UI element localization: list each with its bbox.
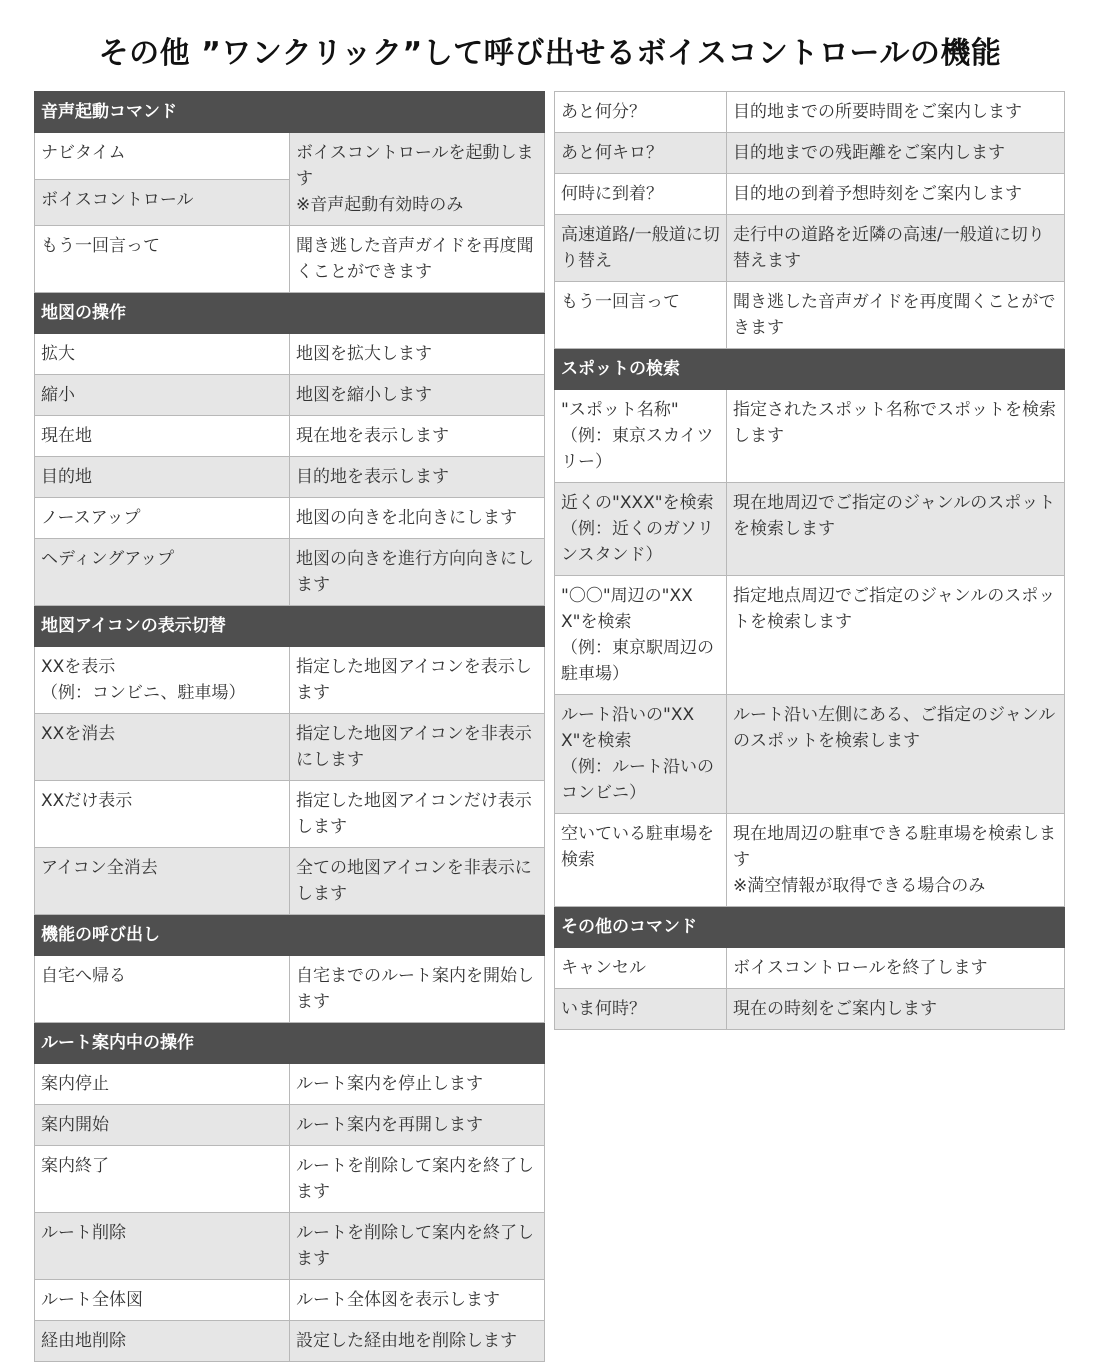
table-row xyxy=(555,390,1065,483)
table-row xyxy=(35,1105,545,1146)
command-cell: 空いている駐車場を検索 xyxy=(555,814,727,907)
table-row xyxy=(35,457,545,498)
table-row xyxy=(35,1213,545,1280)
command-cell: 現在地 xyxy=(35,416,290,457)
table-row xyxy=(35,1064,545,1105)
command-cell: ナビタイム xyxy=(35,133,290,180)
description-cell: 現在地周辺の駐車できる駐車場を検索します ※満空情報が取得できる場合のみ xyxy=(727,814,1065,907)
table-row xyxy=(35,781,545,848)
description-cell: 目的地を表示します xyxy=(290,457,545,498)
description-cell: 地図を縮小します xyxy=(290,375,545,416)
command-cell: 高速道路/一般道に切り替え xyxy=(555,215,727,282)
command-cell: キャンセル xyxy=(555,948,727,989)
command-cell: XXだけ表示 xyxy=(35,781,290,848)
description-cell: 目的地の到着予想時刻をご案内します xyxy=(727,174,1065,215)
description-cell: ルートを削除して案内を終了します xyxy=(290,1213,545,1280)
description-cell: 地図の向きを北向きにします xyxy=(290,498,545,539)
description-cell: 地図を拡大します xyxy=(290,334,545,375)
table-row xyxy=(35,1146,545,1213)
command-cell: 案内終了 xyxy=(35,1146,290,1213)
description-cell: 全ての地図アイコンを非表示にします xyxy=(290,848,545,915)
command-cell: ノースアップ xyxy=(35,498,290,539)
table-row xyxy=(35,647,545,714)
section-header xyxy=(35,92,545,133)
command-cell: 案内開始 xyxy=(35,1105,290,1146)
description-cell: 指定した地図アイコンを非表示にします xyxy=(290,714,545,781)
section-title: スポットの検索 xyxy=(555,349,1065,390)
table-row xyxy=(35,375,545,416)
command-cell: もう一回言って xyxy=(555,282,727,349)
description-cell: ルート案内を停止します xyxy=(290,1064,545,1105)
description-cell: 現在の時刻をご案内します xyxy=(727,989,1065,1030)
left-command-table xyxy=(34,91,545,1362)
table-row xyxy=(35,334,545,375)
section-title: ルート案内中の操作 xyxy=(35,1023,545,1064)
command-cell: アイコン全消去 xyxy=(35,848,290,915)
table-row xyxy=(555,92,1065,133)
table-row xyxy=(35,539,545,606)
command-cell: 自宅へ帰る xyxy=(35,956,290,1023)
command-cell: "〇〇"周辺の"XXX"を検索 （例：東京駅周辺の駐車場） xyxy=(555,576,727,695)
command-cell: 何時に到着？ xyxy=(555,174,727,215)
table-row xyxy=(555,948,1065,989)
description-cell: 現在地周辺でご指定のジャンルのスポットを検索します xyxy=(727,483,1065,576)
description-cell: ルートを削除して案内を終了します xyxy=(290,1146,545,1213)
command-cell: ルート全体図 xyxy=(35,1280,290,1321)
table-row xyxy=(555,133,1065,174)
description-cell: 指定した地図アイコンだけ表示します xyxy=(290,781,545,848)
description-cell: 指定されたスポット名称でスポットを検索します xyxy=(727,390,1065,483)
description-cell: 設定した経由地を削除します xyxy=(290,1321,545,1362)
command-cell: もう一回言って xyxy=(35,226,290,293)
command-cell: ルート沿いの"XXX"を検索 （例：ルート沿いのコンビニ） xyxy=(555,695,727,814)
command-cell: ボイスコントロール xyxy=(35,179,290,226)
section-title: 地図アイコンの表示切替 xyxy=(35,606,545,647)
command-cell: いま何時？ xyxy=(555,989,727,1030)
command-cell: ルート削除 xyxy=(35,1213,290,1280)
command-cell: XXを表示 （例：コンビニ、駐車場） xyxy=(35,647,290,714)
table-row xyxy=(35,714,545,781)
section-title: 地図の操作 xyxy=(35,293,545,334)
description-cell: ボイスコントロールを起動します ※音声起動有効時のみ xyxy=(290,133,545,226)
command-cell: ヘディングアップ xyxy=(35,539,290,606)
description-cell: 現在地を表示します xyxy=(290,416,545,457)
command-cell: あと何キロ？ xyxy=(555,133,727,174)
table-row xyxy=(555,814,1065,907)
command-cell: 近くの"XXX"を検索 （例：近くのガソリンスタンド） xyxy=(555,483,727,576)
table-row xyxy=(35,1280,545,1321)
table-row xyxy=(35,133,545,180)
command-cell: XXを消去 xyxy=(35,714,290,781)
description-cell: 聞き逃した音声ガイドを再度聞くことができます xyxy=(727,282,1065,349)
section-header xyxy=(555,907,1065,948)
command-cell: "スポット名称" （例：東京スカイツリー） xyxy=(555,390,727,483)
table-row xyxy=(555,989,1065,1030)
command-cell: 案内停止 xyxy=(35,1064,290,1105)
table-row xyxy=(35,498,545,539)
command-cell: 目的地 xyxy=(35,457,290,498)
description-cell: ルート沿い左側にある、ご指定のジャンルのスポットを検索します xyxy=(727,695,1065,814)
command-cell: 縮小 xyxy=(35,375,290,416)
section-header xyxy=(35,1023,545,1064)
page-title: その他 ”ワンクリック”して呼び出せるボイスコントロールの機能 xyxy=(98,36,1002,71)
description-cell: ルート全体図を表示します xyxy=(290,1280,545,1321)
description-cell: 地図の向きを進行方向向きにします xyxy=(290,539,545,606)
section-header xyxy=(555,349,1065,390)
table-row xyxy=(555,215,1065,282)
table-row xyxy=(35,226,545,293)
section-title: その他のコマンド xyxy=(555,907,1065,948)
description-cell: 走行中の道路を近隣の高速/一般道に切り替えます xyxy=(727,215,1065,282)
table-row xyxy=(35,956,545,1023)
description-cell: ボイスコントロールを終了します xyxy=(727,948,1065,989)
table-row xyxy=(35,848,545,915)
section-title: 音声起動コマンド xyxy=(35,92,545,133)
description-cell: 目的地までの残距離をご案内します xyxy=(727,133,1065,174)
description-cell: 指定した地図アイコンを表示します xyxy=(290,647,545,714)
description-cell: 聞き逃した音声ガイドを再度聞くことができます xyxy=(290,226,545,293)
description-cell: 指定地点周辺でご指定のジャンルのスポットを検索します xyxy=(727,576,1065,695)
description-cell: 自宅までのルート案内を開始します xyxy=(290,956,545,1023)
table-row xyxy=(555,282,1065,349)
table-row xyxy=(555,174,1065,215)
section-header xyxy=(35,606,545,647)
table-row xyxy=(35,416,545,457)
right-command-table xyxy=(554,91,1065,1030)
table-row xyxy=(555,695,1065,814)
section-title: 機能の呼び出し xyxy=(35,915,545,956)
command-cell: 拡大 xyxy=(35,334,290,375)
command-cell: 経由地削除 xyxy=(35,1321,290,1362)
command-cell: あと何分？ xyxy=(555,92,727,133)
description-cell: ルート案内を再開します xyxy=(290,1105,545,1146)
description-cell: 目的地までの所要時間をご案内します xyxy=(727,92,1065,133)
section-header xyxy=(35,293,545,334)
table-row xyxy=(555,483,1065,576)
table-row xyxy=(35,1321,545,1362)
section-header xyxy=(35,915,545,956)
table-row xyxy=(555,576,1065,695)
